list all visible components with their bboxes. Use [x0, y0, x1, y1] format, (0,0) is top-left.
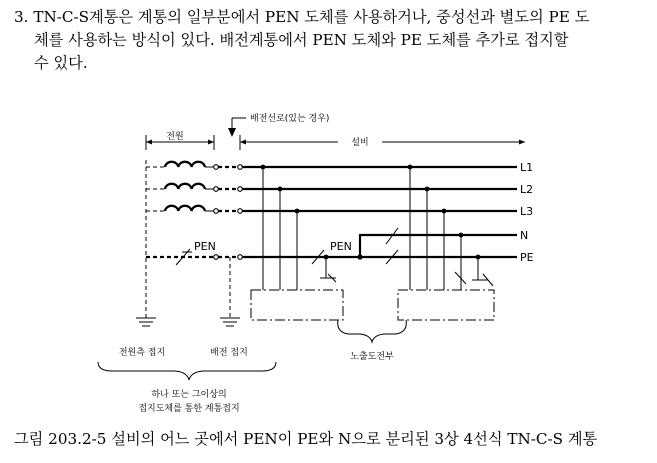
label-l2: L2 [520, 183, 534, 196]
distribution-line-arrow [228, 112, 329, 137]
paragraph-line-2: 체를 사용하는 방식이 있다. 배전계통에서 PEN 도체와 PE 도체를 추가로 접지할 [34, 31, 569, 49]
pen-right-label: PEN [330, 240, 352, 253]
paragraph-text-1: TN-C-S계통은 계통의 일부분에서 PEN 도체를 사용하거나, 중성선과 별도의 PE 도 [33, 8, 590, 26]
label-l3: L3 [520, 205, 534, 218]
source-earth-label: 전원측 접지 [118, 348, 166, 358]
source-earth-symbol [136, 318, 156, 326]
label-n: N [520, 229, 529, 242]
earthing-brace [98, 362, 276, 380]
label-l1: L1 [520, 161, 534, 174]
source-windings [146, 162, 214, 211]
distribution-line-label: 배전선로(있는 경우) [250, 114, 330, 124]
pen-left-label: PEN [194, 240, 216, 253]
pen-split-node [357, 254, 362, 259]
earth-note-line-1: 하나 또는 그이상의 [151, 390, 227, 400]
pen-right-marker [312, 240, 352, 264]
conductor-labels [520, 161, 534, 264]
paragraph-number: 3. [14, 8, 29, 26]
source-label: 전원 [166, 132, 184, 142]
earth-note-line-2: 접지도체를 통한 계통접지 [138, 404, 240, 414]
equipment-2-enclosure [398, 290, 494, 320]
exposed-part-brace [338, 320, 407, 342]
equipment-1-enclosure [251, 290, 343, 320]
pen-left-marker [176, 240, 216, 265]
equipment-1-taps [261, 165, 336, 290]
distribution-earth-symbol [220, 318, 240, 326]
installation-label: 설비 [351, 138, 369, 148]
source-dimension [146, 130, 214, 150]
distribution-segments [146, 167, 236, 257]
label-pe: PE [520, 251, 534, 264]
paragraph-line-3: 수 있다. [34, 54, 88, 72]
exposed-part-label: 노출도전부 [350, 352, 394, 362]
conductors [242, 167, 517, 257]
figure-caption: 그림 203.2-5 설비의 어느 곳에서 PEN이 PE와 N으로 분리된 3상 4선식 TN-C-S 계통 [14, 430, 598, 448]
distribution-earth-label: 배전 접지 [210, 348, 248, 358]
equipment-2-taps [408, 165, 488, 290]
installation-dimension [240, 135, 525, 150]
